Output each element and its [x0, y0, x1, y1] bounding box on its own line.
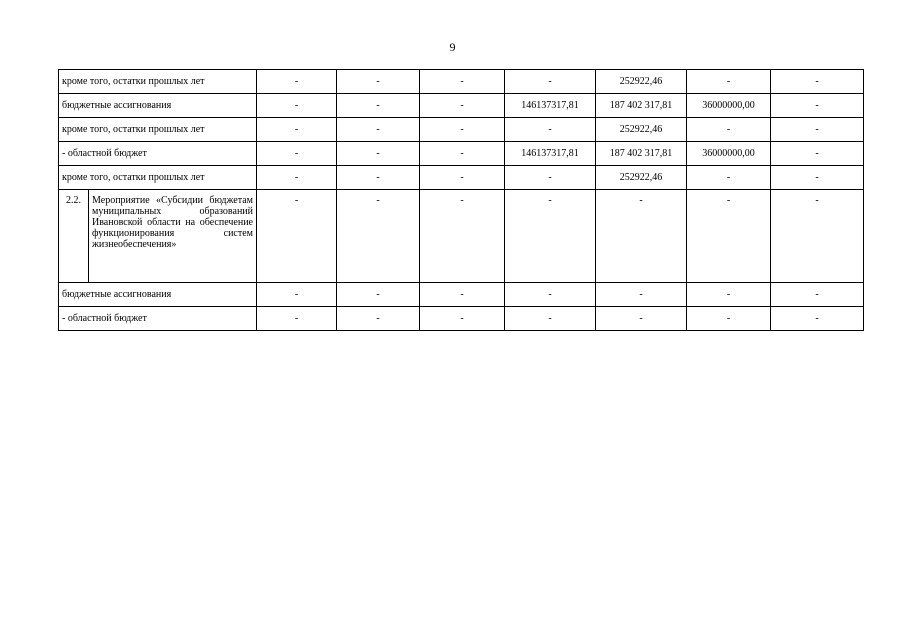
table-cell: -: [420, 142, 505, 166]
table-cell: -: [687, 283, 771, 307]
table-cell: 252922,46: [596, 70, 687, 94]
table-cell: -: [596, 190, 687, 283]
table-cell: -: [505, 190, 596, 283]
table-cell: 252922,46: [596, 166, 687, 190]
table-cell: -: [687, 190, 771, 283]
table-cell: -: [257, 190, 337, 283]
table-cell: -: [257, 142, 337, 166]
table-row: [59, 283, 864, 307]
budget-table: [58, 69, 864, 331]
table-cell: -: [337, 190, 420, 283]
table-cell: -: [337, 70, 420, 94]
table-cell: -: [771, 190, 864, 283]
table-cell: -: [771, 166, 864, 190]
table-cell: -: [420, 118, 505, 142]
table-cell: -: [771, 307, 864, 331]
table-cell: -: [420, 70, 505, 94]
row-label: - областной бюджет: [59, 142, 257, 166]
table-cell: -: [337, 307, 420, 331]
row-label: кроме того, остатки прошлых лет: [59, 70, 257, 94]
table-cell: -: [771, 94, 864, 118]
table-cell: -: [771, 118, 864, 142]
table-cell: -: [337, 166, 420, 190]
row-label: кроме того, остатки прошлых лет: [59, 166, 257, 190]
table-row: [59, 142, 864, 166]
table-cell: -: [420, 190, 505, 283]
measure-description: Мероприятие «Субсидии бюджетам муниципальных образований Ивановской области на обеспечение функционирования систем жизнеобеспечения»: [89, 190, 257, 283]
table-cell: 187 402 317,81: [596, 94, 687, 118]
row-label: бюджетные ассигнования: [59, 283, 257, 307]
table-cell: -: [337, 142, 420, 166]
table-cell: -: [505, 307, 596, 331]
table-row: [59, 166, 864, 190]
table-row: [59, 118, 864, 142]
table-cell: -: [505, 283, 596, 307]
table-cell: -: [687, 118, 771, 142]
table-cell: -: [596, 307, 687, 331]
table-cell: 146137317,81: [505, 94, 596, 118]
table-cell: -: [257, 94, 337, 118]
table-cell: -: [420, 166, 505, 190]
table-row: [59, 307, 864, 331]
table-cell: -: [505, 70, 596, 94]
table-cell: -: [771, 142, 864, 166]
table-cell: -: [337, 283, 420, 307]
table-cell: -: [771, 283, 864, 307]
table-cell: -: [771, 70, 864, 94]
row-label: кроме того, остатки прошлых лет: [59, 118, 257, 142]
table-cell: -: [257, 118, 337, 142]
row-label: бюджетные ассигнования: [59, 94, 257, 118]
table-cell: -: [505, 166, 596, 190]
table-cell: -: [687, 70, 771, 94]
table-cell: 36000000,00: [687, 94, 771, 118]
row-label: - областной бюджет: [59, 307, 257, 331]
table-row: [59, 94, 864, 118]
table-cell: -: [257, 283, 337, 307]
table-cell: -: [505, 118, 596, 142]
table-cell: 187 402 317,81: [596, 142, 687, 166]
table-cell: -: [337, 118, 420, 142]
table-cell: -: [257, 70, 337, 94]
table-cell: -: [687, 166, 771, 190]
table-cell: -: [596, 283, 687, 307]
measure-row: [59, 190, 864, 283]
table-row: [59, 70, 864, 94]
page-number: 9: [449, 40, 456, 54]
table-cell: 146137317,81: [505, 142, 596, 166]
table-cell: 36000000,00: [687, 142, 771, 166]
table-cell: -: [420, 283, 505, 307]
table-cell: -: [337, 94, 420, 118]
table-cell: -: [420, 94, 505, 118]
table-cell: 252922,46: [596, 118, 687, 142]
table-cell: -: [420, 307, 505, 331]
table-cell: -: [687, 307, 771, 331]
measure-number: 2.2.: [59, 190, 89, 283]
table-cell: -: [257, 166, 337, 190]
table-cell: -: [257, 307, 337, 331]
